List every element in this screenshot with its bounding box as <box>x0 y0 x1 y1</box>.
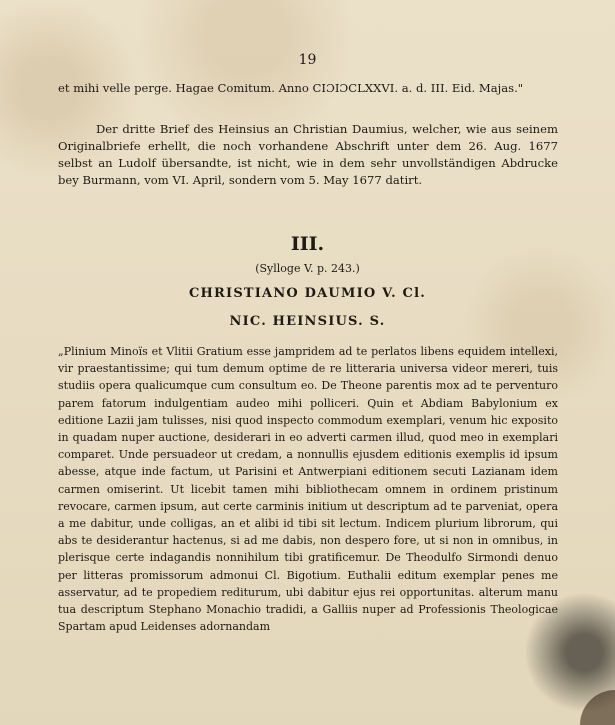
source-reference: (Sylloge V. p. 243.) <box>255 262 360 275</box>
page-corner-stain <box>580 690 615 725</box>
addressee-heading: CHRISTIANO DAUMIO V. Cl. <box>189 286 426 301</box>
sender-heading: NIC. HEINSIUS. S. <box>229 314 386 329</box>
letter-number-heading: III. <box>290 233 325 255</box>
intro-line: et mihi velle perge. Hagae Comitum. Anno CIƆIƆCLXXVI. a. d. III. Eid. Majas." <box>58 81 524 95</box>
latin-letter-body: „Plinium Minoïs et Vlitii Gratium esse jampridem ad te perlatos libens equidem intellexi, vir praestantissime; qui tum demum optime de re litteraria universa videor mereri, tuis studiis opera qualicumque cum consultum eo. De Theone parentis mox ad te perventuro parem fatorum indulgentiam audeo mihi polliceri. Quin et Abdiam Babylonium ex editione Lazii jam tulisses, nisi quod inspecto commodum exemplari, venum hic exposito in quadam nuper auctione, desiderari in eo adverti carmen illud, quod meo in exemplari comparet. Unde persuadeor ut credam, a nonnullis ejusdem editionis exemplis id ipsum abesse, atque inde factum, ut Parisini et Antwerpiani editionem secuti Lazianam idem carmen omiserint. Ut licebit tamen mihi bibliothecam omnem in ordinem pristinum revocare, carmen ipsum, aut certe carminis initium ut descriptum ad te parveniat, opera a me dabitur, unde colligas, an et alibi id tibi sit lectum. Indicem plurium librorum, qui abs te desiderantur hactenus, si ad me dabis, non despero fore, ut si non in omnibus, in plerisque certe indagandis nonnihilum tibi gratificemur. De Theodulfo Sirmondi denuo per litteras promissorum admonui Cl. Bigotium. Euthalii editum exemplar penes me asservatur, ad te propediem rediturum, ubi dabitur ejus rei opportunitas. alterum manu tua descriptum Stephano Monachio tradidi, a Galliis nuper ad Professionis Theologicae Spartam apud Leidenses adornandam <box>58 345 558 634</box>
page-number: 19 <box>298 52 317 68</box>
german-paragraph: Der dritte Brief des Heinsius an Christian Daumius, welcher, wie aus seinem Originalbriefe erhellt, die noch vorhandene Abschrift unter dem 26. Aug. 1677 selbst an Ludolf übersandte, ist nicht, wie in dem sehr unvollständigen Abdrucke bey Burmann, vom VI. April, sondern vom 5. May 1677 datirt. <box>58 122 558 187</box>
